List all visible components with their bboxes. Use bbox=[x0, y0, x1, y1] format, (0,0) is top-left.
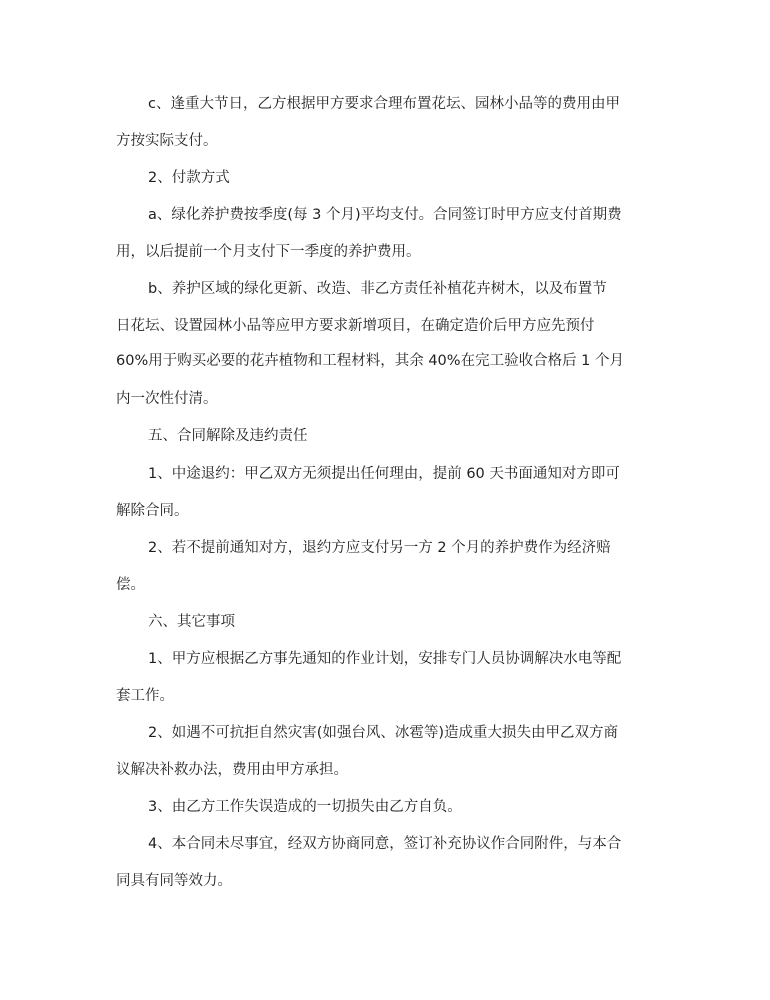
paragraph-line: b、养护区域的绿化更新、改造、非乙方责任补植花卉树木，以及布置节 bbox=[148, 281, 607, 297]
paragraph-line: 用，以后提前一个月支付下一季度的养护费用。 bbox=[116, 244, 421, 260]
paragraph-line: c、逢重大节日，乙方根据甲方要求合理布置花坛、园林小品等的费用由甲 bbox=[148, 96, 620, 112]
paragraph-line: 方按实际支付。 bbox=[116, 133, 218, 149]
paragraph-line: 1、中途退约：甲乙双方无须提出任何理由，提前 60 天书面通知对方即可 bbox=[148, 466, 620, 482]
paragraph-line: 日花坛、设置园林小品等应甲方要求新增项目，在确定造价后甲方应先预付 bbox=[116, 318, 595, 334]
section-heading: 五、合同解除及违约责任 bbox=[148, 428, 308, 444]
paragraph-line: a、绿化养护费按季度(每 3 个月)平均支付。合同签订时甲方应支付首期费 bbox=[148, 207, 622, 223]
paragraph-line: 4、本合同未尽事宜，经双方协商同意，签订补充协议作合同附件，与本合 bbox=[148, 836, 622, 852]
section-heading: 2、付款方式 bbox=[148, 170, 230, 186]
paragraph-line: 2、如遇不可抗拒自然灾害(如强台风、冰雹等)造成重大损失由甲乙双方商 bbox=[148, 725, 619, 741]
paragraph-line: 2、若不提前通知对方，退约方应支付另一方 2 个月的养护费作为经济赔 bbox=[148, 540, 611, 556]
paragraph-line: 同具有同等效力。 bbox=[116, 873, 232, 889]
paragraph-line: 3、由乙方工作失误造成的一切损失由乙方自负。 bbox=[148, 799, 462, 815]
paragraph-line: 偿。 bbox=[116, 577, 145, 593]
paragraph-line: 套工作。 bbox=[116, 688, 174, 704]
paragraph-line: 议解决补救办法，费用由甲方承担。 bbox=[116, 762, 348, 778]
paragraph-line: 解除合同。 bbox=[116, 503, 189, 519]
paragraph-line: 1、甲方应根据乙方事先通知的作业计划，安排专门人员协调解决水电等配 bbox=[148, 651, 622, 667]
section-heading: 六、其它事项 bbox=[148, 614, 235, 630]
paragraph-line: 内一次性付清。 bbox=[116, 391, 218, 407]
paragraph-line: 60%用于购买必要的花卉植物和工程材料，其余 40%在完工验收合格后 1 个月 bbox=[116, 353, 625, 369]
